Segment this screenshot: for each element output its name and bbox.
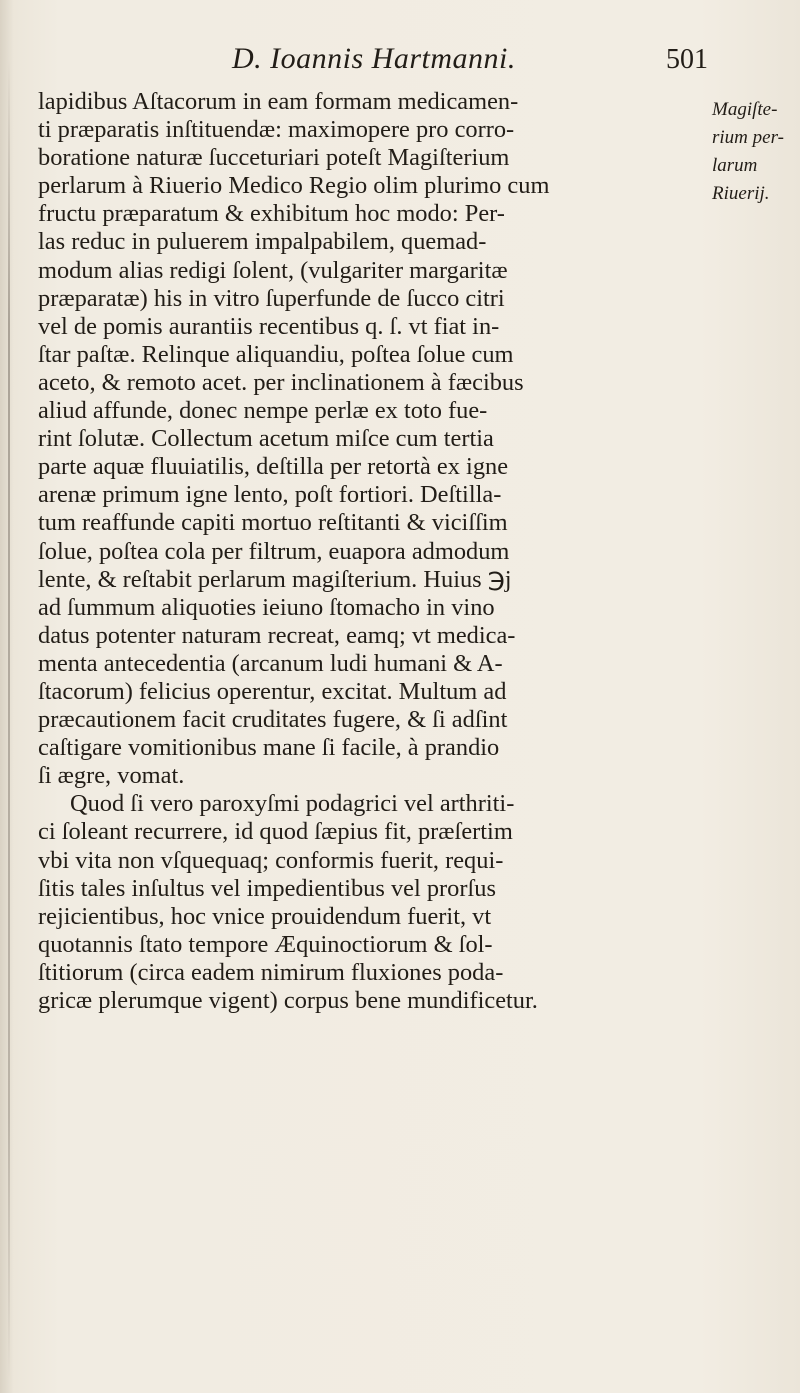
text-line: ad ſummum aliquoties ieiuno ſtomacho in vino [38,593,495,621]
text-line: ſitis tales inſultus vel impedientibus vel prorſus [38,874,496,902]
text-line: menta antecedentia (arcanum ludi humani & A- [38,649,503,677]
text-line: datus potenter naturam recreat, eamq; vt medica- [38,621,516,649]
margin-note [712,96,800,208]
paragraph-start-line: Quod ſi vero paroxyſmi podagrici vel arthriti- [70,790,515,818]
text-line: aceto, & remoto acet. per inclinationem à fæcibus [38,368,524,396]
text-line: lente, & reſtabit perlarum magiſterium. Huius ℈j [38,565,512,593]
text-line: ſolue, poſtea cola per filtrum, euapora admodum [38,537,510,565]
text-line: quotannis ſtato tempore Æquinoctiorum & ſol- [38,930,493,958]
text-line: perlarum à Riuerio Medico Regio olim plurimo cum [38,172,550,200]
text-line: ſtar paſtæ. Relinque aliquandiu, poſtea ſolue cum [38,340,514,368]
text-line: lapidibus Aſtacorum in eam formam medicamen- [38,88,519,115]
body-text [38,88,718,1015]
page-number: 501 [666,44,708,75]
text-line: rejicientibus, hoc vnice prouidendum fuerit, vt [38,902,492,930]
text-line: vbi vita non vſquequaq; conformis fuerit, requi- [38,846,504,874]
text-line: fructu præparatum & exhibitum hoc modo: Per- [38,200,505,228]
text-line: las reduc in puluerem impalpabilem, quemad- [38,228,487,256]
page-header [0,42,800,82]
text-line: gricæ plerumque vigent) corpus bene mundificetur. [38,987,538,1014]
margin-note-line: Magiſte- [712,99,778,120]
text-line: ſtitiorum (circa eadem nimirum fluxiones poda- [38,958,504,986]
text-line: præcautionem facit cruditates fugere, & ſi adſint [38,706,508,734]
margin-note-line: Riuerij. [712,183,770,205]
text-line: ſtacorum) felicius operentur, excitat. Multum ad [38,677,507,705]
text-line: ci ſoleant recurrere, id quod ſæpius fit, præſertim [38,818,513,846]
text-line: arenæ primum igne lento, poſt fortiori. Deſtilla- [38,481,502,509]
text-line: caſtigare vomitionibus mane ſi facile, à prandio [38,734,500,762]
text-line: ſi ægre, vomat. [38,762,185,790]
text-line: præparatæ) his in vitro ſuperfunde de ſucco citri [38,284,505,312]
text-line: modum alias redigi ſolent, (vulgariter margaritæ [38,256,508,284]
text-line: aliud affunde, donec nempe perlæ ex toto fue- [38,397,488,425]
page-gutter [8,60,10,1380]
margin-note-line: rium per- [712,127,784,149]
text-line: rint ſolutæ. Collectum acetum miſce cum tertia [38,425,494,453]
text-line: parte aquæ fluuiatilis, deſtilla per retortà ex igne [38,453,509,481]
text-line: ti præparatis inſtituendæ: maximopere pro corro- [38,116,515,144]
text-line: boratione naturæ ſucceturiari poteſt Magiſterium [38,144,510,172]
margin-note-line: larum [712,155,758,177]
text-line: tum reaffunde capiti mortuo reſtitanti & viciſſim [38,509,508,537]
text-line: vel de pomis aurantiis recentibus q. ſ. vt fiat in- [38,312,500,340]
running-head: D. Ioannis Hartmanni. [232,42,516,75]
